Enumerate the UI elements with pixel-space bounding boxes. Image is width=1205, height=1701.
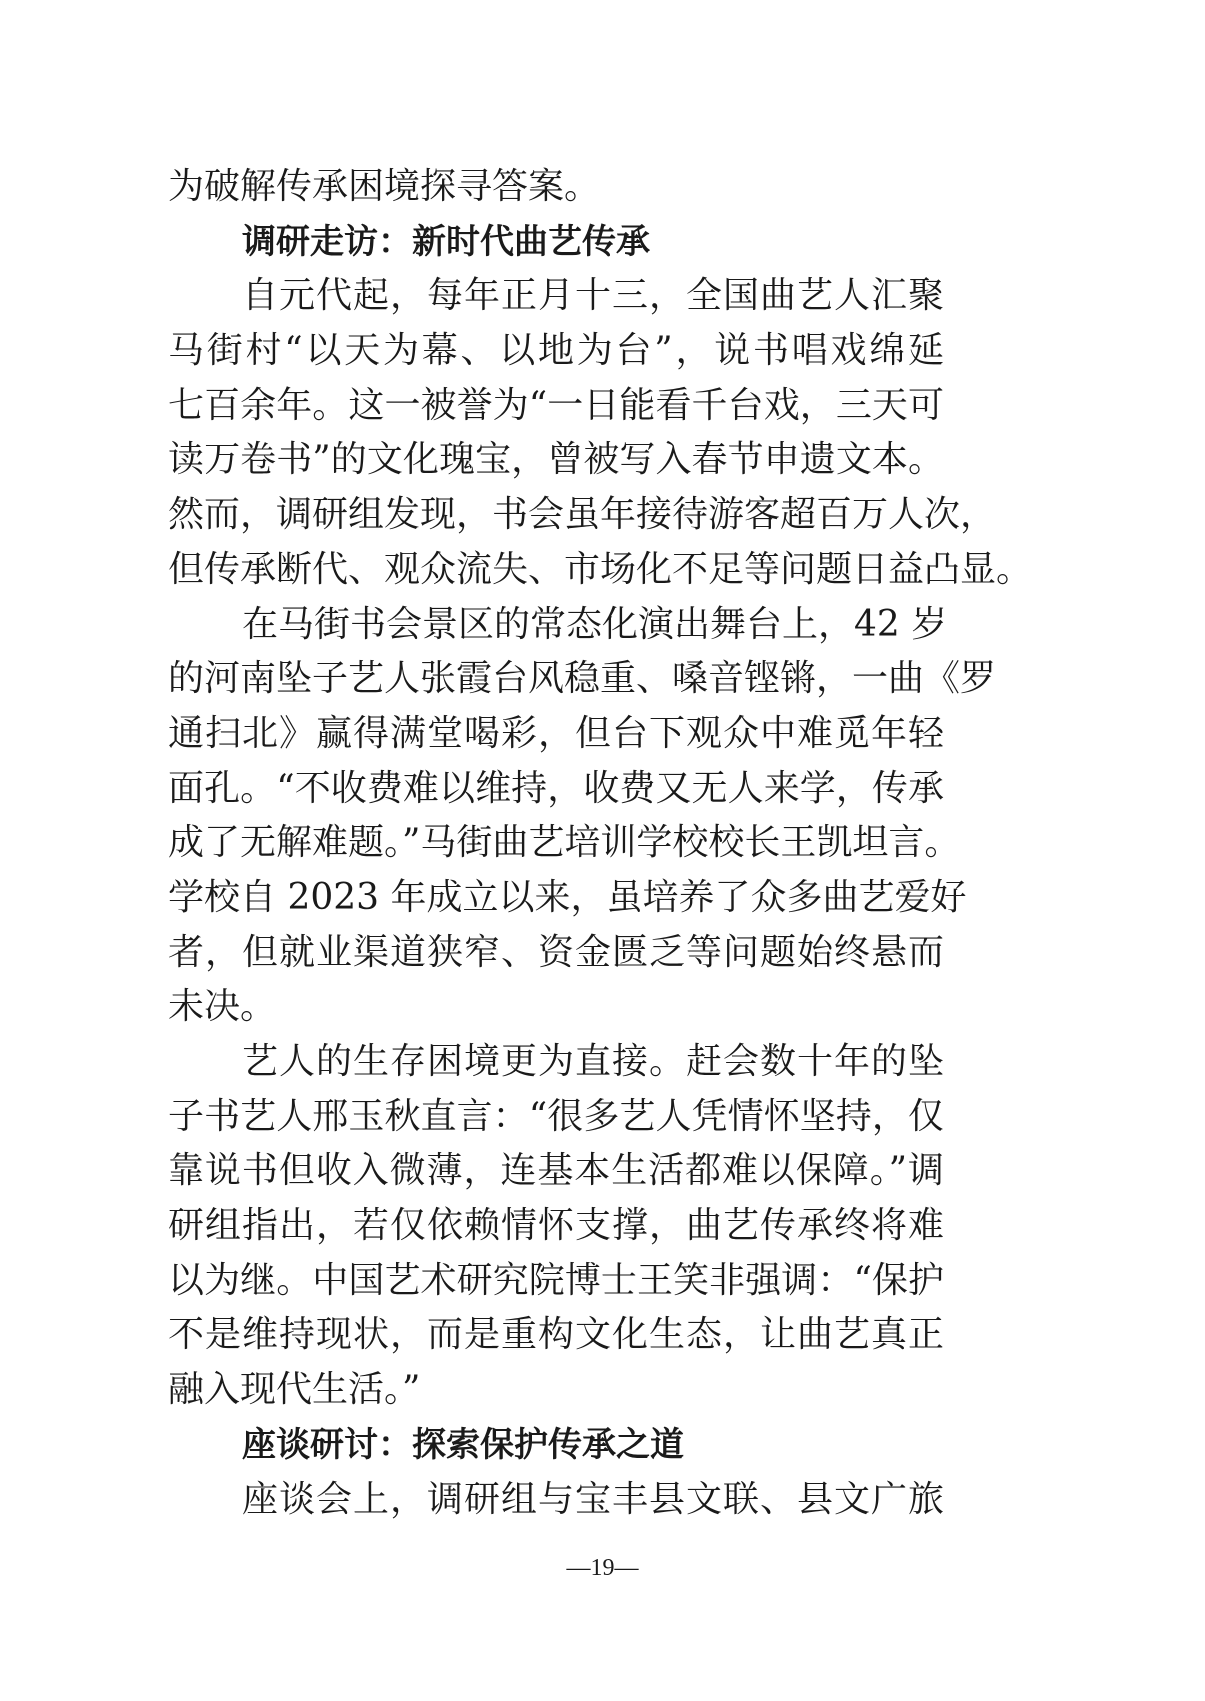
paragraph-line: 成了无解难题。”马街曲艺培训学校校长王凯坦言。 xyxy=(168,822,961,864)
paragraph-line: 融入现代生活。” xyxy=(168,1369,421,1411)
paragraph-line: 未决。 xyxy=(168,986,277,1028)
paragraph-line: 者，但就业渠道狭窄、资金匮乏等问题始终悬而 xyxy=(168,931,944,973)
section-heading: 调研走访：新时代曲艺传承 xyxy=(242,221,650,262)
paragraph-line: 在马街书会景区的常态化演出舞台上，42 岁 xyxy=(242,603,948,645)
section-heading: 座谈研讨：探索保护传承之道 xyxy=(242,1424,684,1465)
page-number: —19— xyxy=(566,1555,639,1581)
paragraph-line: 为破解传承困境探寻答案。 xyxy=(168,166,601,207)
paragraph-line: 不是维持现状，而是重构文化生态，让曲艺真正 xyxy=(168,1314,944,1356)
paragraph-line: 以为继。中国艺术研究院博士王笑非强调：“保护 xyxy=(168,1259,944,1301)
paragraph-line: 马街村“以天为幕、以地为台”，说书唱戏绵延 xyxy=(168,330,944,372)
paragraph-line: 通扫北》赢得满堂喝彩，但台下观众中难觅年轻 xyxy=(168,712,944,754)
paragraph-line: 艺人的生存困境更为直接。赶会数十年的坠 xyxy=(242,1041,944,1082)
paragraph-line: 自元代起，每年正月十三，全国曲艺人汇聚 xyxy=(242,275,944,317)
paragraph-line: 七百余年。这一被誉为“一日能看千台戏，三天可 xyxy=(168,384,944,426)
paragraph-line: 读万卷书”的文化瑰宝，曾被写入春节申遗文本。 xyxy=(168,439,944,481)
paragraph-line: 靠说书但收入微薄，连基本生活都难以保障。”调 xyxy=(168,1150,944,1192)
paragraph-line: 然而，调研组发现，书会虽年接待游客超百万人次， xyxy=(168,494,997,536)
paragraph-line: 研组指出，若仅依赖情怀支撑，曲艺传承终将难 xyxy=(168,1205,944,1247)
paragraph-line: 子书艺人邢玉秋直言：“很多艺人凭情怀坚持，仅 xyxy=(168,1095,944,1137)
paragraph-line: 但传承断代、观众流失、市场化不足等问题日益凸显。 xyxy=(168,548,1033,590)
paragraph-line: 学校自 2023 年成立以来，虽培养了众多曲艺爱好 xyxy=(168,876,967,918)
paragraph-line: 面孔。“不收费难以维持，收费又无人来学，传承 xyxy=(168,767,944,809)
paragraph-line: 座谈会上，调研组与宝丰县文联、县文广旅 xyxy=(242,1478,944,1520)
paragraph-line: 的河南坠子艺人张霞台风稳重、嗓音铿锵，一曲《罗 xyxy=(168,658,997,700)
document-page xyxy=(168,160,1033,1527)
